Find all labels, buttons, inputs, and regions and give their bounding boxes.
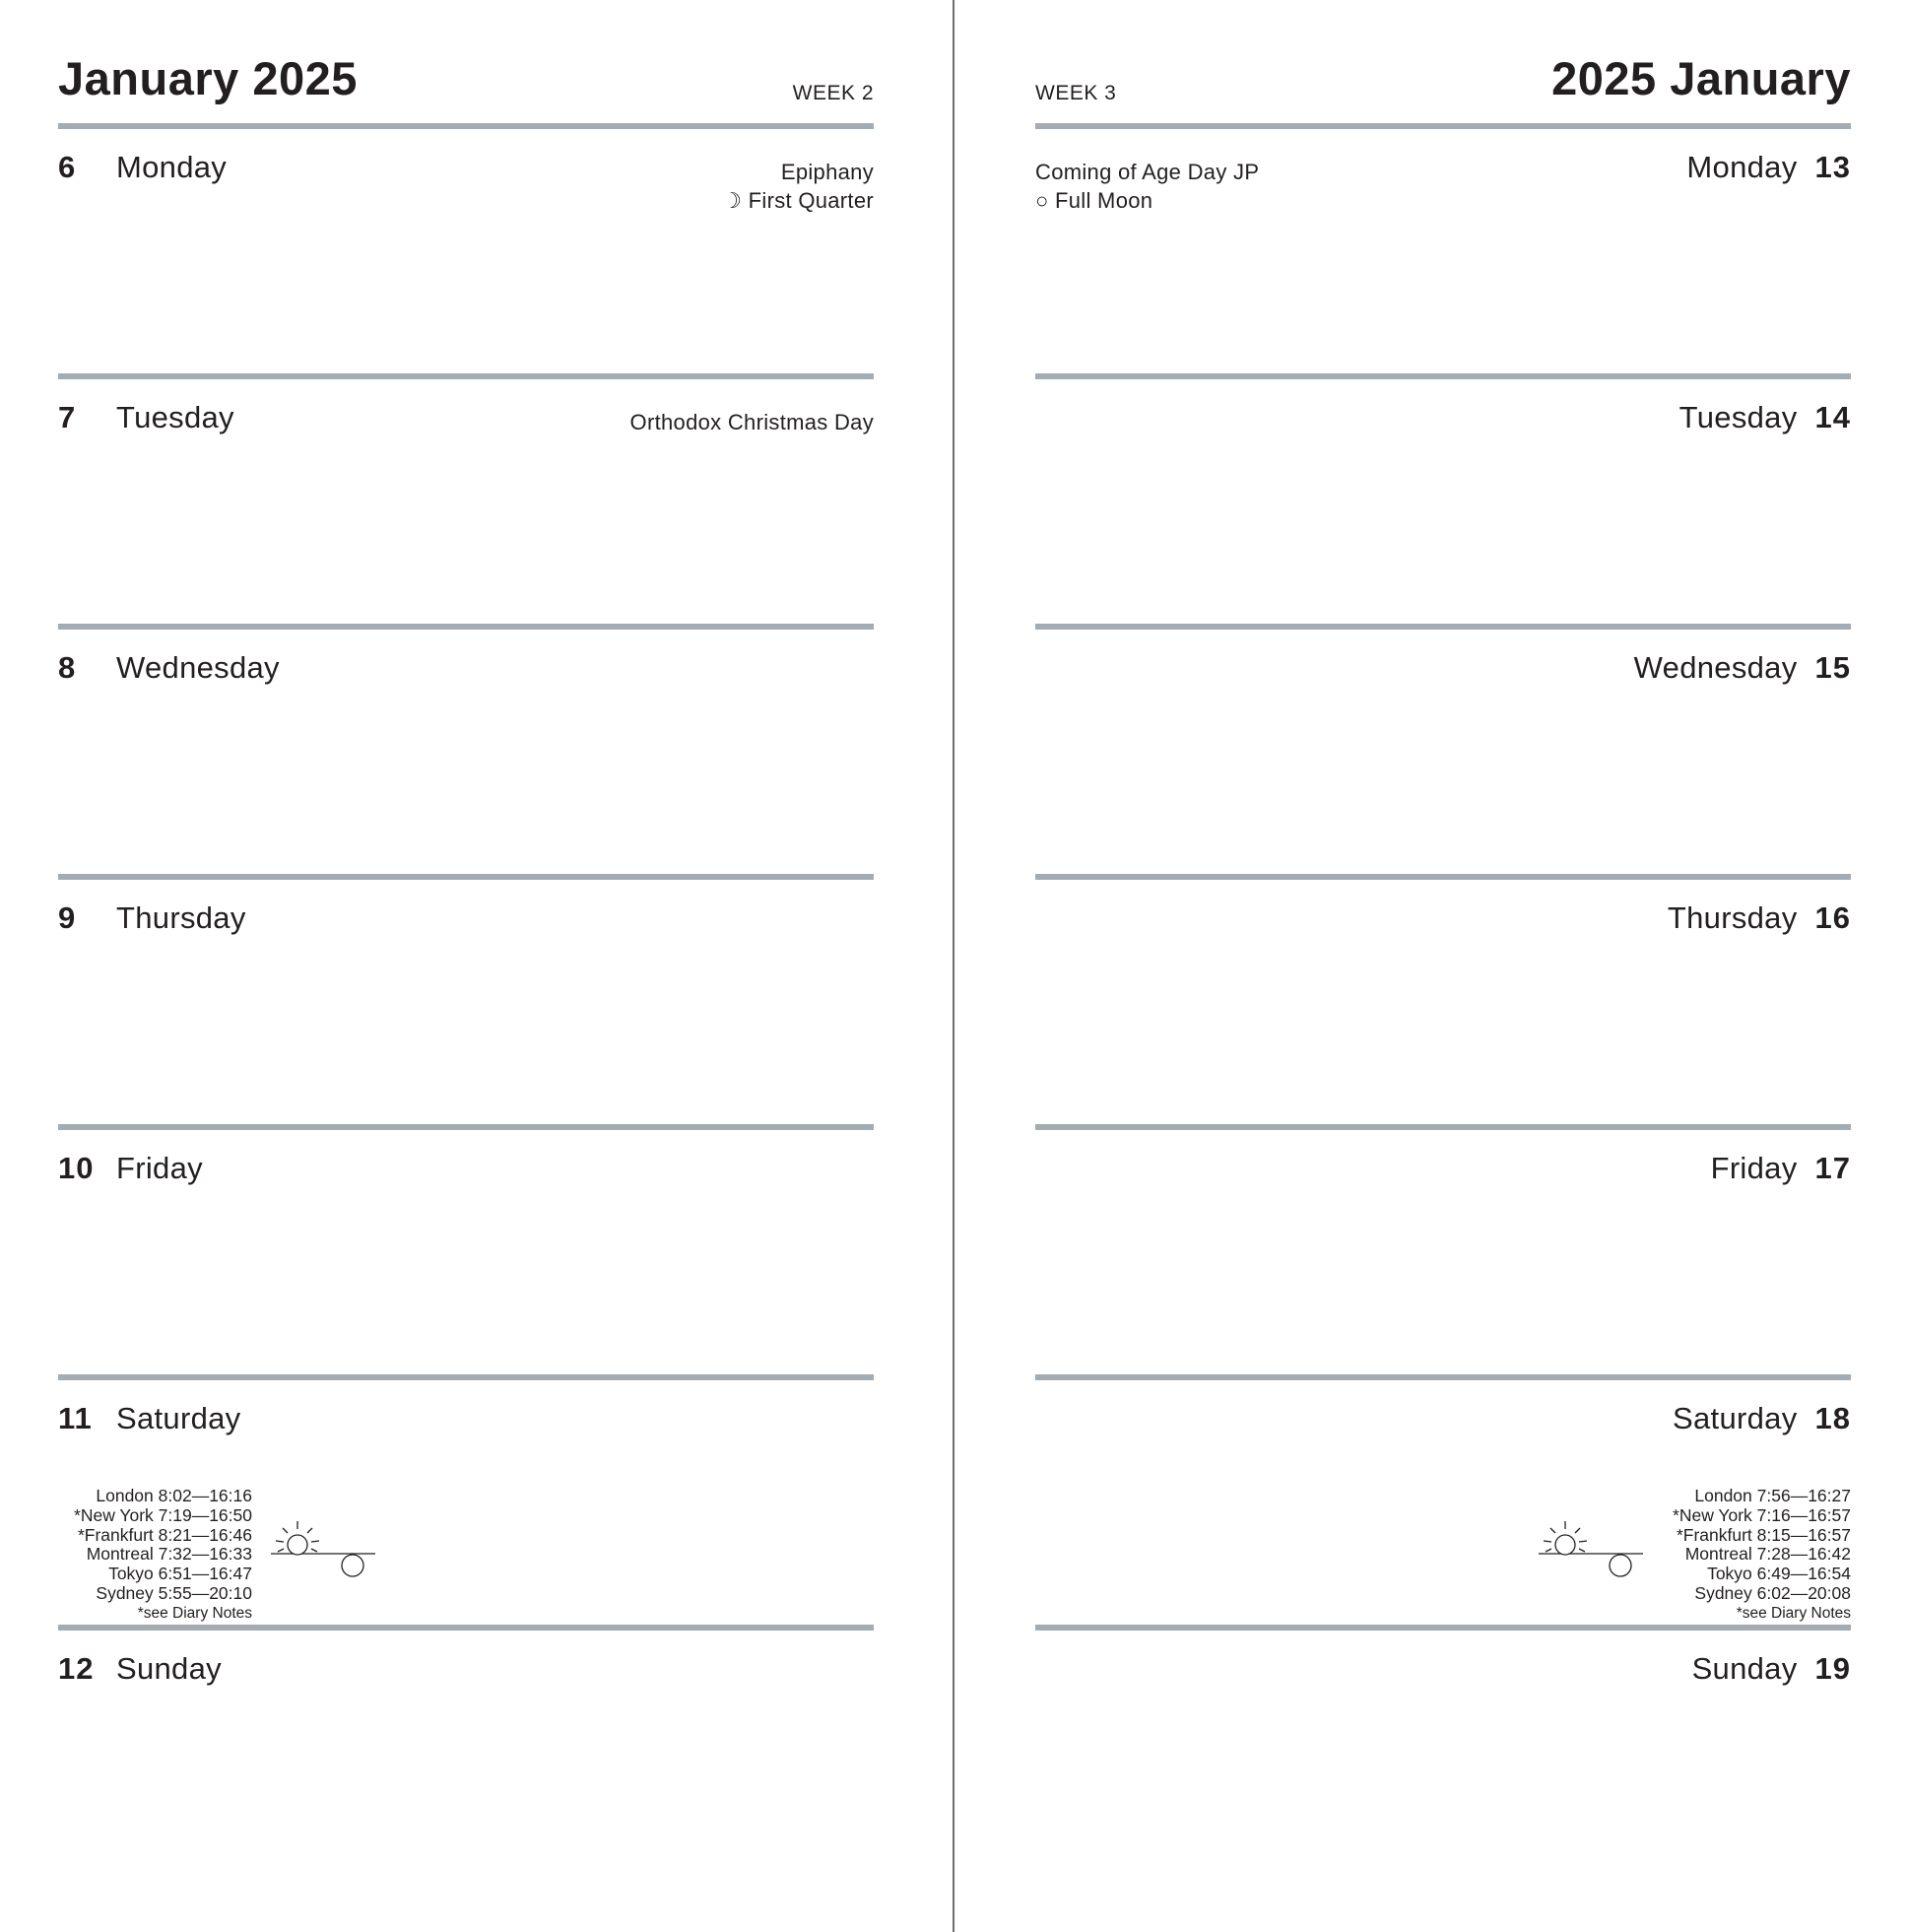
day-name: Sunday: [1691, 1651, 1798, 1686]
day-number: 8: [58, 650, 77, 685]
sunrise-sunset-icon: [269, 1520, 377, 1579]
day-number: 6: [58, 150, 77, 184]
page-title: January 2025: [58, 52, 358, 104]
day-name: Tuesday: [116, 400, 234, 434]
right-page: [1035, 0, 1851, 1932]
day-number: 13: [1814, 150, 1851, 184]
day-name: Tuesday: [1678, 400, 1798, 434]
day-divider: [58, 1625, 874, 1631]
day-heading: [1673, 1401, 1851, 1440]
moon-phase-note: ○ Full Moon: [1035, 188, 1153, 213]
day-divider: [58, 123, 874, 129]
sunrise-sunset-table: [1516, 1487, 1851, 1625]
sun-time-row: Tokyo 6:51—16:47: [108, 1564, 252, 1584]
day-number: 15: [1814, 650, 1851, 685]
day-heading: [1679, 400, 1851, 439]
day-heading: [1634, 650, 1851, 690]
day-notes: [630, 408, 874, 436]
day-name: Friday: [1710, 1151, 1798, 1185]
day-divider: [58, 624, 874, 630]
day-number: 9: [58, 900, 77, 935]
sunrise-sunset-table: [51, 1487, 386, 1625]
sun-time-row: *New York 7:16—16:57: [1673, 1504, 1851, 1525]
sun-time-row: Sydney 5:55—20:10: [96, 1582, 252, 1603]
day-name: Wednesday: [1633, 650, 1798, 685]
day-divider: [58, 1374, 874, 1380]
sun-footnote: *see Diary Notes: [1736, 1604, 1851, 1622]
sun-time-row: *New York 7:19—16:50: [74, 1504, 252, 1525]
day-divider: [58, 874, 874, 880]
sun-time-row: Montreal 7:32—16:33: [86, 1544, 252, 1565]
sun-time-row: London 7:56—16:27: [1694, 1486, 1851, 1505]
day-name: Thursday: [116, 900, 246, 935]
sunrise-sunset-icon: [1537, 1520, 1645, 1579]
week-label: WEEK 2: [792, 82, 874, 104]
day-heading: [1686, 150, 1851, 189]
day-name: Saturday: [116, 1401, 241, 1435]
page-title: 2025 January: [1551, 52, 1851, 104]
day-number: 12: [58, 1651, 95, 1686]
sun-times-list: [1673, 1487, 1851, 1624]
moon-phase-note: ☽ First Quarter: [722, 188, 874, 213]
sun-time-row: London 8:02—16:16: [96, 1486, 252, 1505]
day-heading: [58, 1651, 222, 1691]
day-divider: [1035, 1374, 1851, 1380]
day-divider: [1035, 624, 1851, 630]
day-heading: [58, 1401, 240, 1440]
sun-time-row: Sydney 6:02—20:08: [1694, 1582, 1851, 1603]
day-number: 14: [1814, 400, 1851, 434]
day-divider: [1035, 373, 1851, 379]
sun-time-row: *Frankfurt 8:15—16:57: [1676, 1524, 1851, 1545]
day-number: 19: [1814, 1651, 1851, 1686]
day-name: Monday: [116, 150, 228, 184]
day-number: 17: [1814, 1151, 1851, 1185]
sun-time-row: Montreal 7:28—16:42: [1684, 1544, 1851, 1565]
day-number: 11: [58, 1401, 93, 1435]
day-heading: [1668, 900, 1851, 940]
day-number: 7: [58, 400, 77, 434]
sunset-icon: [342, 1555, 363, 1576]
day-heading: [58, 150, 227, 189]
day-heading: [1711, 1151, 1851, 1190]
day-divider: [1035, 1124, 1851, 1130]
day-divider: [58, 373, 874, 379]
sun-time-row: Tokyo 6:49—16:54: [1707, 1564, 1851, 1584]
day-divider: [58, 1124, 874, 1130]
day-number: 16: [1814, 900, 1851, 935]
day-heading: [58, 650, 280, 690]
sun-times-list: [74, 1487, 252, 1624]
page-spine: [953, 0, 954, 1932]
day-heading: [1692, 1651, 1851, 1691]
week-label: WEEK 3: [1035, 82, 1117, 104]
day-heading: [58, 400, 234, 439]
sunrise-icon: [288, 1535, 307, 1555]
day-name: Wednesday: [116, 650, 280, 685]
holiday-note: Coming of Age Day JP: [1035, 160, 1260, 184]
day-heading: [58, 1151, 203, 1190]
sunrise-icon: [1555, 1535, 1575, 1555]
day-divider: [1035, 874, 1851, 880]
day-notes: [722, 158, 874, 215]
day-name: Sunday: [116, 1651, 222, 1686]
sun-time-row: *Frankfurt 8:21—16:46: [77, 1524, 252, 1545]
holiday-note: Epiphany: [780, 160, 874, 184]
day-divider: [1035, 1625, 1851, 1631]
sun-footnote: *see Diary Notes: [137, 1604, 252, 1622]
day-name: Friday: [116, 1151, 203, 1185]
day-number: 10: [58, 1151, 95, 1185]
day-heading: [58, 900, 246, 940]
left-page: [58, 0, 874, 1932]
day-name: Thursday: [1667, 900, 1798, 935]
day-name: Monday: [1686, 150, 1798, 184]
day-divider: [1035, 123, 1851, 129]
day-number: 18: [1814, 1401, 1851, 1435]
day-notes: [1035, 158, 1259, 215]
holiday-note: Orthodox Christmas Day: [629, 410, 874, 434]
day-name: Saturday: [1673, 1401, 1798, 1435]
sunset-icon: [1610, 1555, 1631, 1576]
